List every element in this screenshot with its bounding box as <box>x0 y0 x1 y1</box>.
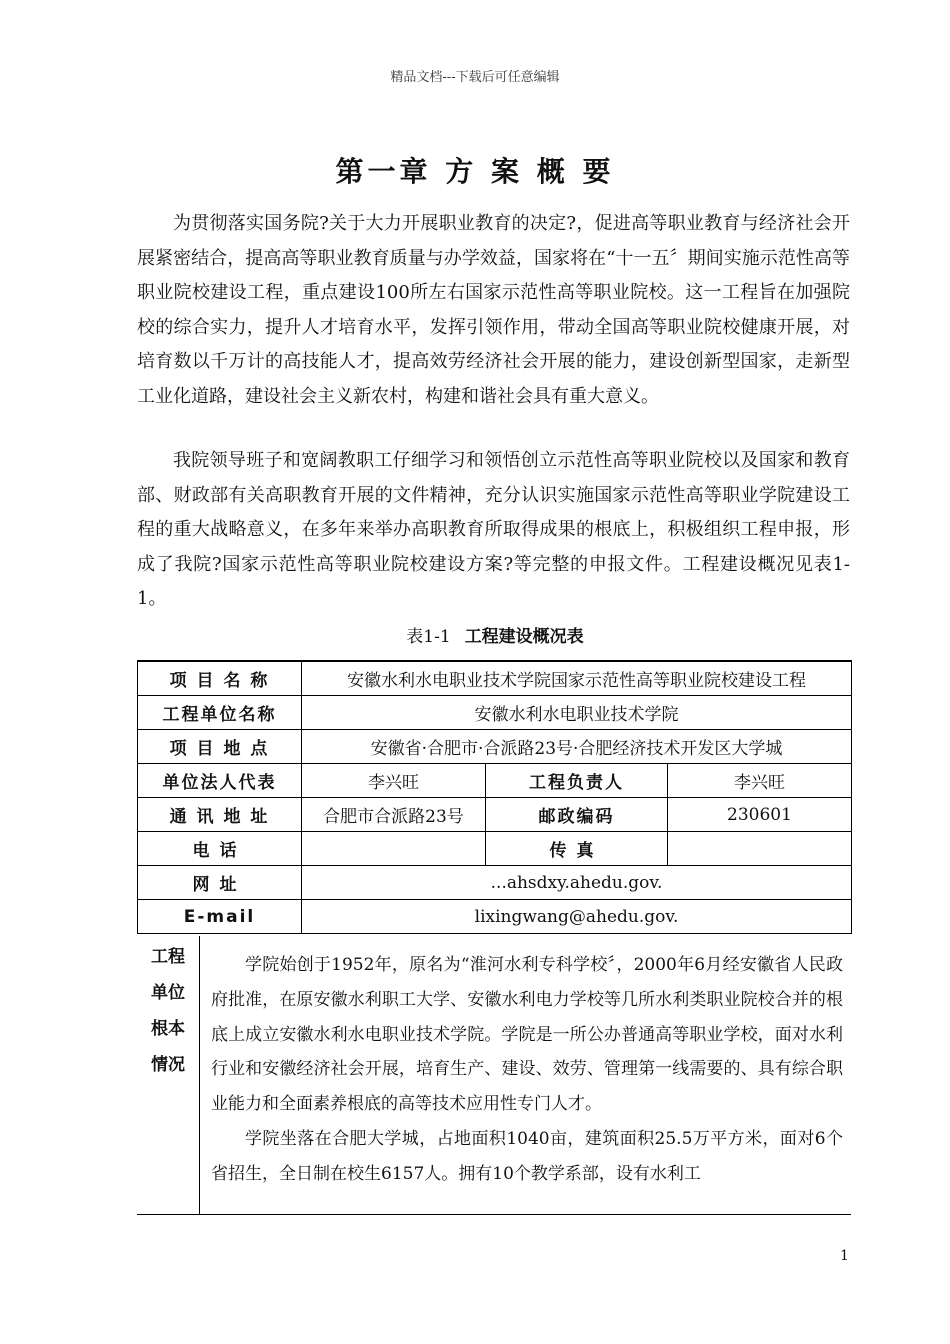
legal-rep-label: 单位法人代表 <box>138 764 302 798</box>
basic-info-paragraph: 学院坐落在合肥大学城，占地面积1040亩，建筑面积25.5万平方米，面对6个省招生，全日制在校生6157人。拥有10个教学系部，设有水利工 <box>211 1128 843 1184</box>
intro-paragraph-1 <box>137 207 850 414</box>
address-label: 通 讯 地 址 <box>138 798 302 832</box>
table-row <box>138 661 852 696</box>
fax-label: 传真 <box>486 832 668 866</box>
legal-rep-value: 李兴旺 <box>302 764 486 798</box>
project-name-value: 安徽水利水电职业技术学院国家示范性高等职业院校建设工程 <box>302 661 852 696</box>
website-value: ...ahsdxy.ahedu.gov. <box>302 866 852 900</box>
phone-value <box>302 832 486 866</box>
paragraph-text: 为贯彻落实国务院?关于大力开展职业教育的决定?，促进高等职业教育与经济社会开展紧密结合，提高高等职业教育质量与办学效益，国家将在“十一五〞期间实施示范性高等职业院校建设工程，重点建设100所左右国家示范性高等职业院校。这一工程旨在加强院校的综合实力，提升人才培育水平，发挥引领作用，带动全国高等职业院校健康开展，对培育数以千万计的高技能人才，提高效劳经济社会开展的能力，建设创新型国家，走新型工业化道路，建设社会主义新农村，构建和谐社会具有重大意义。 <box>137 213 850 407</box>
postcode-label: 邮政编码 <box>486 798 668 832</box>
location-label: 项 目 地 点 <box>138 730 302 764</box>
basic-info-label <box>137 936 200 1214</box>
project-name-label: 项 目 名 称 <box>138 661 302 696</box>
email-value: lixingwang@ahedu.gov. <box>302 900 852 934</box>
page-header: 精品文档---下载后可任意编辑 <box>390 70 560 85</box>
table-row <box>138 798 852 832</box>
basic-info-label-line: 根本 <box>151 1019 185 1039</box>
page-number: 1 <box>840 1248 849 1264</box>
phone-label: 电话 <box>138 832 302 866</box>
unit-name-value: 安徽水利水电职业技术学院 <box>302 696 852 730</box>
manager-label: 工程负责人 <box>486 764 668 798</box>
address-value: 合肥市合派路23号 <box>302 798 486 832</box>
basic-info-label-line: 单位 <box>151 983 185 1003</box>
basic-info-section <box>137 936 851 1215</box>
paragraph-text: 我院领导班子和宽阔教职工仔细学习和领悟创立示范性高等职业院校以及国家和教育部、财政部有关高职教育开展的文件精神，充分认识实施国家示范性高等职业学院建设工程的重大战略意义，在多年来举办高职教育所取得成果的根底上，积极组织工程申报，形成了我院?国家示范性高等职业院校建设方案?等完整的申报文件。工程建设概况见表1-1。 <box>137 450 850 609</box>
manager-value: 李兴旺 <box>668 764 852 798</box>
email-label: E-mail <box>138 900 302 934</box>
table-caption <box>0 622 950 647</box>
basic-info-paragraph: 学院始创于1952年，原名为“淮河水利专科学校〞，2000年6月经安徽省人民政府批准，在原安徽水利职工大学、安徽水利电力学校等几所水利类职业院校合并的根底上成立安徽水利水电职业技术学院。学院是一所公办普通高等职业学校，面对水利行业和安徽经济社会开展，培育生产、建设、效劳、管理第一线需要的、具有综合职业能力和全面素养根底的高等技术应用性专门人才。 <box>211 955 843 1115</box>
table-caption-label: 表1-1 <box>406 627 451 647</box>
table-row <box>138 900 852 934</box>
fax-value <box>668 832 852 866</box>
intro-paragraph-2 <box>137 444 850 617</box>
basic-info-text <box>211 948 843 1192</box>
chapter-title: 第一章 方 案 概 要 <box>335 155 615 188</box>
basic-info-label-line: 情况 <box>151 1055 185 1075</box>
location-value: 安徽省·合肥市·合派路23号·合肥经济技术开发区大学城 <box>302 730 852 764</box>
table-row <box>138 764 852 798</box>
postcode-value: 230601 <box>668 798 852 832</box>
project-overview-table <box>137 660 852 934</box>
website-label: 网址 <box>138 866 302 900</box>
table-row <box>138 832 852 866</box>
basic-info-label-line: 工程 <box>151 947 185 967</box>
table-row <box>138 866 852 900</box>
table-row <box>138 730 852 764</box>
unit-name-label: 工程单位名称 <box>138 696 302 730</box>
table-row <box>138 696 852 730</box>
table-caption-title: 工程建设概况表 <box>464 627 584 647</box>
